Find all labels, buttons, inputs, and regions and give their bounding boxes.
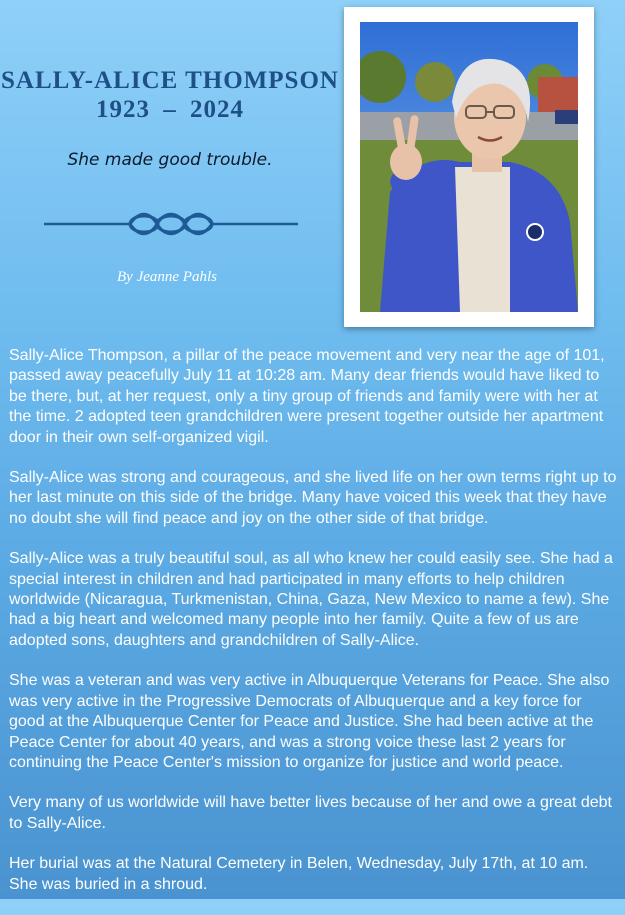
article-paragraph: Sally-Alice Thompson, a pillar of the peace movement and very near the age of 101, passed away peacefully July 11 at 10:28 am. Many dear friends would have liked to be there, but, at her request, only a tiny group of friends and family were with her at the time. 2 adopted teen grandchildren were present together outside her apartment door in their own self-organized vigil. [9,347,605,446]
memorial-dates: 1923 – 2024 [96,96,244,123]
article-paragraph: She was a veteran and was very active in Albuquerque Veterans for Peace. She also was very active in the Progressive Democrats of Albuquerque and a key force for good at the Albuquerque Center for Peace and Justice. She had been active at the Peace Center for about 40 years, and was a strong voice these last 2 years for continuing the Peace Center's mission to organize for justice and world peace. [9,672,610,771]
obituary-article [9,346,619,915]
portrait-photo-icon [360,22,578,312]
header [0,0,340,330]
memorial-name: SALLY-ALICE THOMPSON [1,67,339,94]
article-paragraph: Very many of us worldwide will have better lives because of her and owe a great debt to Sally-Alice. [9,794,612,832]
article-paragraph: Her burial was at the Natural Cemetery in Belen, Wednesday, July 17th, at 10 am. She was buried in a shroud. [9,855,589,893]
article-paragraph: Sally-Alice was a truly beautiful soul, as all who knew her could easily see. She had a special interest in children and had participated in many efforts to help children worldwide (Nicaragua, Turkmenistan, China, Gaza, New Mexico to name a few). She had a big heart and welcomed many people into her family. Quite a few of us are adopted sons, daughters and grandchildren of Sally-Alice. [9,550,613,649]
knot-ornament-icon [44,207,298,241]
tagline: She made good trouble. [67,150,273,170]
article-paragraph: Sally-Alice was strong and courageous, and she lived life on her own terms right up to her last minute on this side of the bridge. Many have voiced this week that they have no doubt she will find peace and joy on the other side of that bridge. [9,469,617,527]
byline: By Jeanne Pahls [117,269,217,285]
photo-frame [344,7,594,327]
